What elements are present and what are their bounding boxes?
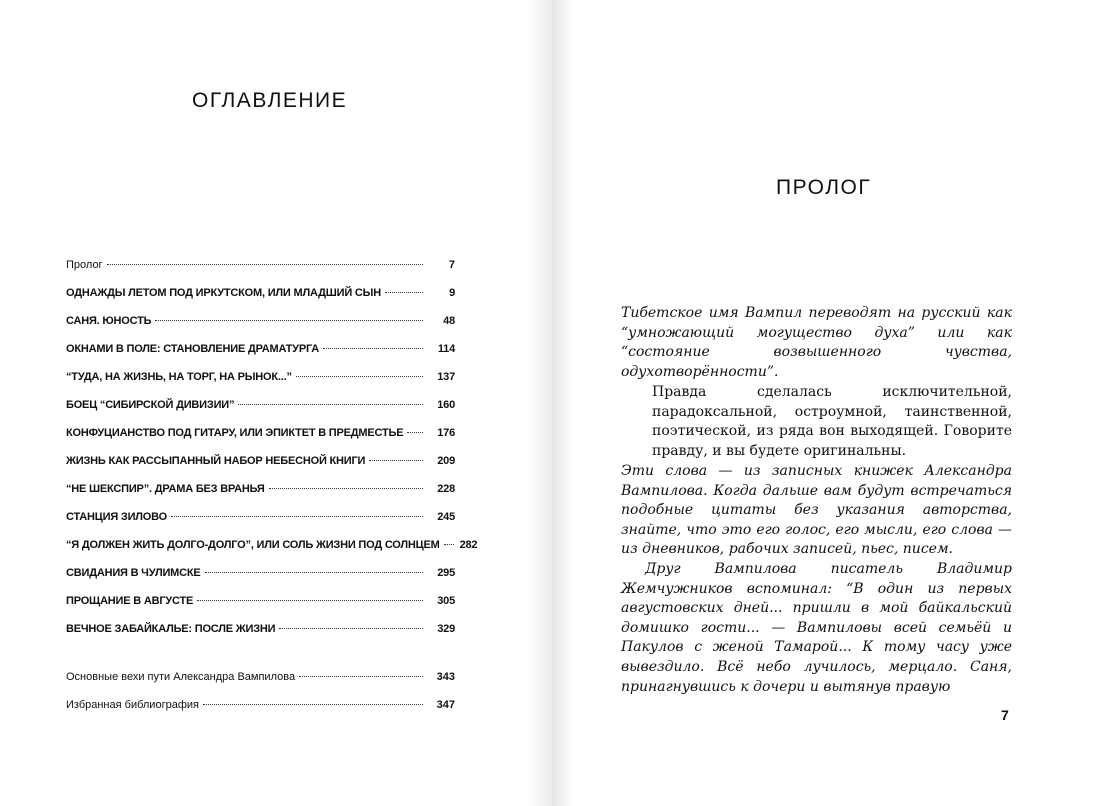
toc-entry-title: КОНФУЦИАНСТВО ПОД ГИТАРУ, ИЛИ ЭПИКТЕТ В ПРЕДМЕСТЬЕ	[66, 427, 404, 439]
dot-leader	[205, 572, 423, 573]
body-paragraph-2: Друг Вампилова писатель Владимир Жемчужников вспоминал: “В один из первых августовских дней... пришли в мой байкальский домишко гости... — Вампиловы всей семьёй и Пакулов с женой Тамарой... К тому часу уже вывездило. Всё небо лучилось, мерцало. Саня, принагнувшись к дочери и вытянув правую	[621, 560, 1012, 695]
toc-entry	[66, 427, 455, 455]
toc-entry	[66, 483, 455, 511]
gutter-shadow	[552, 0, 574, 806]
toc-entry	[66, 455, 455, 483]
dot-leader	[279, 628, 423, 629]
toc-entry-page: 48	[443, 315, 455, 327]
quote-text: Правда сделалась исключительной, парадоксальной, остроумной, таинственной, поэтической, из ряда вон выходящей. Говорите правду, и вы будете оригинальны.	[652, 384, 1012, 459]
toc-entry	[66, 343, 455, 371]
body-text	[621, 462, 1012, 697]
dot-leader	[171, 516, 423, 517]
toc-entry-title: Пролог	[66, 259, 103, 271]
toc-entry-page: 228	[437, 483, 455, 495]
toc-entry-title: ПРОЩАНИЕ В АВГУСТЕ	[66, 595, 194, 607]
toc-entry-page: 245	[437, 511, 455, 523]
gutter-shadow	[526, 0, 552, 806]
epigraph-quote	[652, 383, 1012, 461]
toc-entry-title: БОЕЦ “СИБИРСКОЙ ДИВИЗИИ”	[66, 399, 235, 411]
intro-paragraph	[621, 304, 1012, 382]
toc-entry-title: САНЯ. ЮНОСТЬ	[66, 315, 152, 327]
toc-entry	[66, 315, 455, 343]
toc-entry	[66, 567, 455, 595]
toc-entry	[66, 287, 455, 315]
toc-entry-title: “ТУДА, НА ЖИЗНЬ, НА ТОРГ, НА РЫНОК...”	[66, 371, 292, 383]
toc-entry-title: Избранная библиография	[66, 699, 199, 711]
dot-leader	[385, 292, 423, 293]
table-of-contents	[66, 259, 478, 727]
toc-entry-title: ВЕЧНОЕ ЗАБАЙКАЛЬЕ: ПОСЛЕ ЖИЗНИ	[66, 623, 276, 635]
right-page	[552, 0, 1108, 806]
dot-leader	[197, 600, 423, 601]
toc-entry-title: СВИДАНИЯ В ЧУЛИМСКЕ	[66, 567, 201, 579]
dot-leader	[323, 348, 423, 349]
intro-text: Тибетское имя Вампил переводят на русский как “умножающий могущество духа” или как “состояние возвышенного чувства, одухотворённости”.	[621, 305, 1012, 380]
dot-leader	[296, 376, 423, 377]
toc-entry-title: “Я ДОЛЖЕН ЖИТЬ ДОЛГО-ДОЛГО”, ИЛИ СОЛЬ ЖИЗНИ ПОД СОЛНЦЕМ	[66, 539, 440, 551]
toc-entry-title: ОКНАМИ В ПОЛЕ: СТАНОВЛЕНИЕ ДРАМАТУРГА	[66, 343, 320, 355]
toc-entry	[66, 699, 455, 727]
toc-entry-page: 9	[449, 287, 455, 299]
toc-entry-page: 305	[437, 595, 455, 607]
toc-entry-page: 343	[436, 671, 455, 683]
dot-leader	[444, 544, 454, 545]
chapter-heading: ПРОЛОГ	[776, 176, 872, 199]
toc-entry-title: ЖИЗНЬ КАК РАССЫПАННЫЙ НАБОР НЕБЕСНОЙ КНИГИ	[66, 455, 366, 467]
dot-leader	[203, 704, 423, 705]
toc-entry-page: 160	[437, 399, 455, 411]
left-page	[0, 0, 552, 806]
dot-leader	[238, 404, 423, 405]
toc-entry-page: 7	[448, 259, 455, 271]
toc-heading: ОГЛАВЛЕНИЕ	[192, 89, 348, 112]
dot-leader	[107, 264, 423, 265]
dot-leader	[155, 320, 423, 321]
toc-entry-page: 176	[437, 427, 455, 439]
dot-leader	[299, 676, 423, 677]
toc-entry-page: 209	[437, 455, 455, 467]
body-paragraph-1: Эти слова — из записных книжек Александра Вампилова. Когда дальше вам будут встречаться подобные цитаты без указания авторства, знайте, что это его голос, его мысли, его слова — из дневников, рабочих записей, пьес, писем.	[621, 463, 1012, 558]
toc-entry-page: 137	[437, 371, 455, 383]
toc-spacer	[66, 651, 455, 671]
dot-leader	[407, 432, 423, 433]
toc-entry-title: СТАНЦИЯ ЗИЛОВО	[66, 511, 167, 523]
toc-entry-page: 329	[437, 623, 455, 635]
toc-entry	[66, 511, 455, 539]
toc-entry	[66, 259, 455, 287]
toc-entry	[66, 539, 478, 567]
toc-entry	[66, 671, 455, 699]
dot-leader	[269, 488, 423, 489]
toc-entry	[66, 595, 455, 623]
page-number: 7	[1001, 707, 1009, 723]
toc-entry	[66, 399, 455, 427]
toc-entry	[66, 623, 455, 651]
toc-entry-page: 282	[459, 539, 478, 551]
toc-entry-page: 295	[437, 567, 455, 579]
dot-leader	[369, 460, 423, 461]
toc-entry-title: “НЕ ШЕКСПИР”. ДРАМА БЕЗ ВРАНЬЯ	[66, 483, 265, 495]
toc-entry-title: Основные вехи пути Александра Вампилова	[66, 671, 296, 683]
toc-entry-title: ОДНАЖДЫ ЛЕТОМ ПОД ИРКУТСКОМ, ИЛИ МЛАДШИЙ СЫН	[66, 287, 381, 299]
toc-entry-page: 114	[437, 343, 455, 355]
toc-entry	[66, 371, 455, 399]
toc-entry-page: 347	[436, 699, 455, 711]
